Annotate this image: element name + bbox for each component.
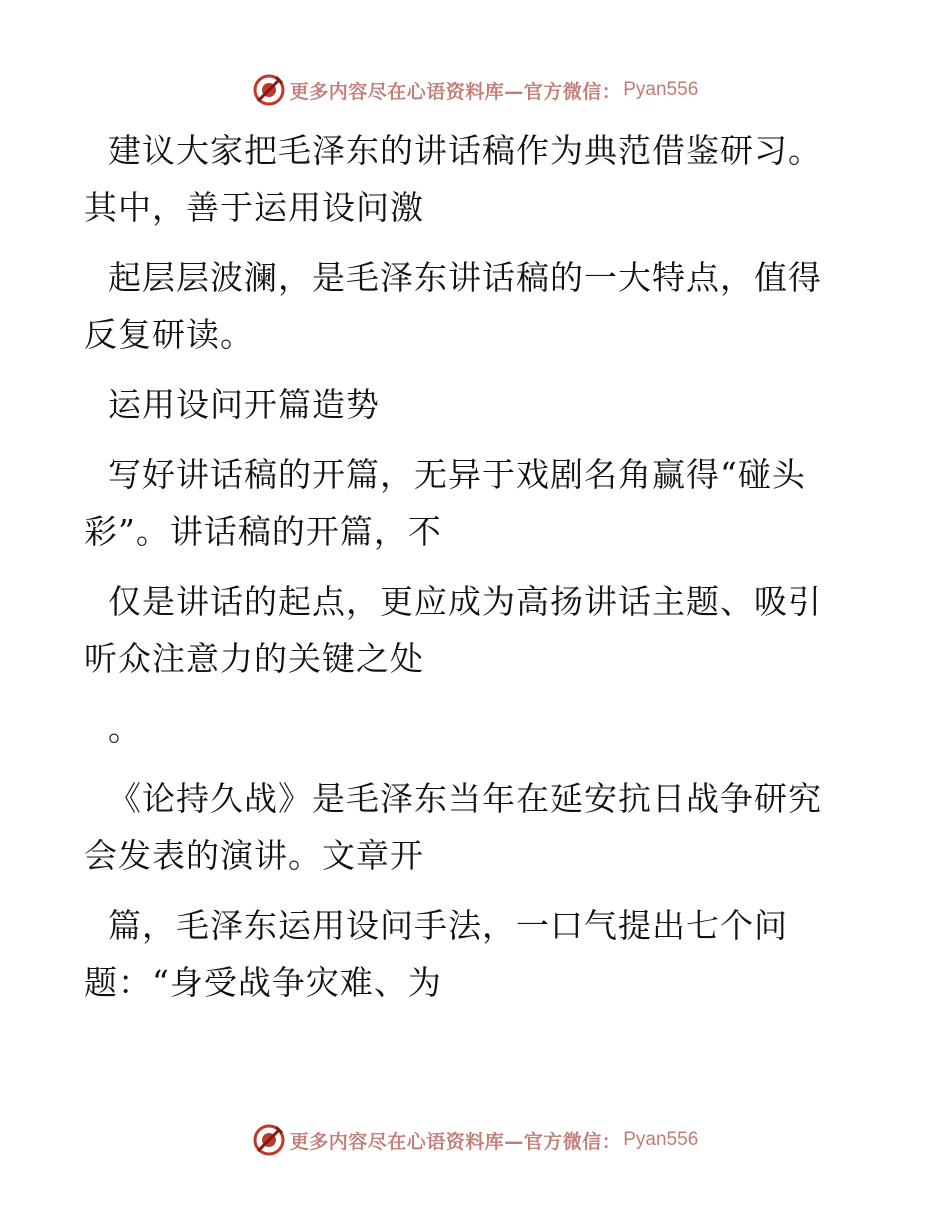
text-line: 反复研读。 (84, 315, 254, 354)
text-line: 写好讲话稿的开篇，无异于戏剧名角赢得“碰头 (108, 455, 806, 494)
paragraph (84, 897, 836, 1011)
paragraph (84, 122, 836, 236)
text-line: 仅是讲话的起点，更应成为高扬讲话主题、吸引 (108, 582, 822, 621)
paragraph (84, 446, 836, 560)
text-line: 会发表的演讲。文章开 (84, 836, 424, 875)
header-watermark (0, 70, 950, 110)
text-line: 。 (108, 709, 142, 748)
text-line: 起层层波澜，是毛泽东讲话稿的一大特点，值得 (108, 258, 822, 297)
section-heading (96, 376, 836, 433)
text-line: 建议大家把毛泽东的讲话稿作为典范借鉴研习。 (108, 131, 822, 170)
watermark-text: 更多内容尽在心语资料库—官方微信： (289, 1130, 622, 1153)
paragraph (84, 770, 836, 884)
text-line: 题：“身受战争灾难、为 (84, 963, 442, 1002)
logo-icon (252, 1123, 286, 1157)
text-line: 运用设问开篇造势 (108, 385, 380, 424)
document-body (84, 122, 836, 1024)
footer-watermark (0, 1120, 950, 1160)
text-line: 《论持久战》是毛泽东当年在延安抗日战争研究 (108, 779, 822, 818)
text-line: 听众注意力的关键之处 (84, 639, 424, 678)
logo-icon (252, 73, 286, 107)
watermark-text: 更多内容尽在心语资料库—官方微信： (289, 80, 622, 103)
paragraph (96, 700, 836, 757)
watermark-id: Pyan556 (623, 79, 699, 100)
watermark-id: Pyan556 (623, 1129, 699, 1150)
text-line: 彩”。讲话稿的开篇，不 (84, 512, 442, 551)
text-line: 其中，善于运用设问激 (84, 188, 424, 227)
paragraph (84, 249, 836, 363)
text-line: 篇，毛泽东运用设问手法，一口气提出七个问 (108, 906, 788, 945)
paragraph (84, 573, 836, 687)
